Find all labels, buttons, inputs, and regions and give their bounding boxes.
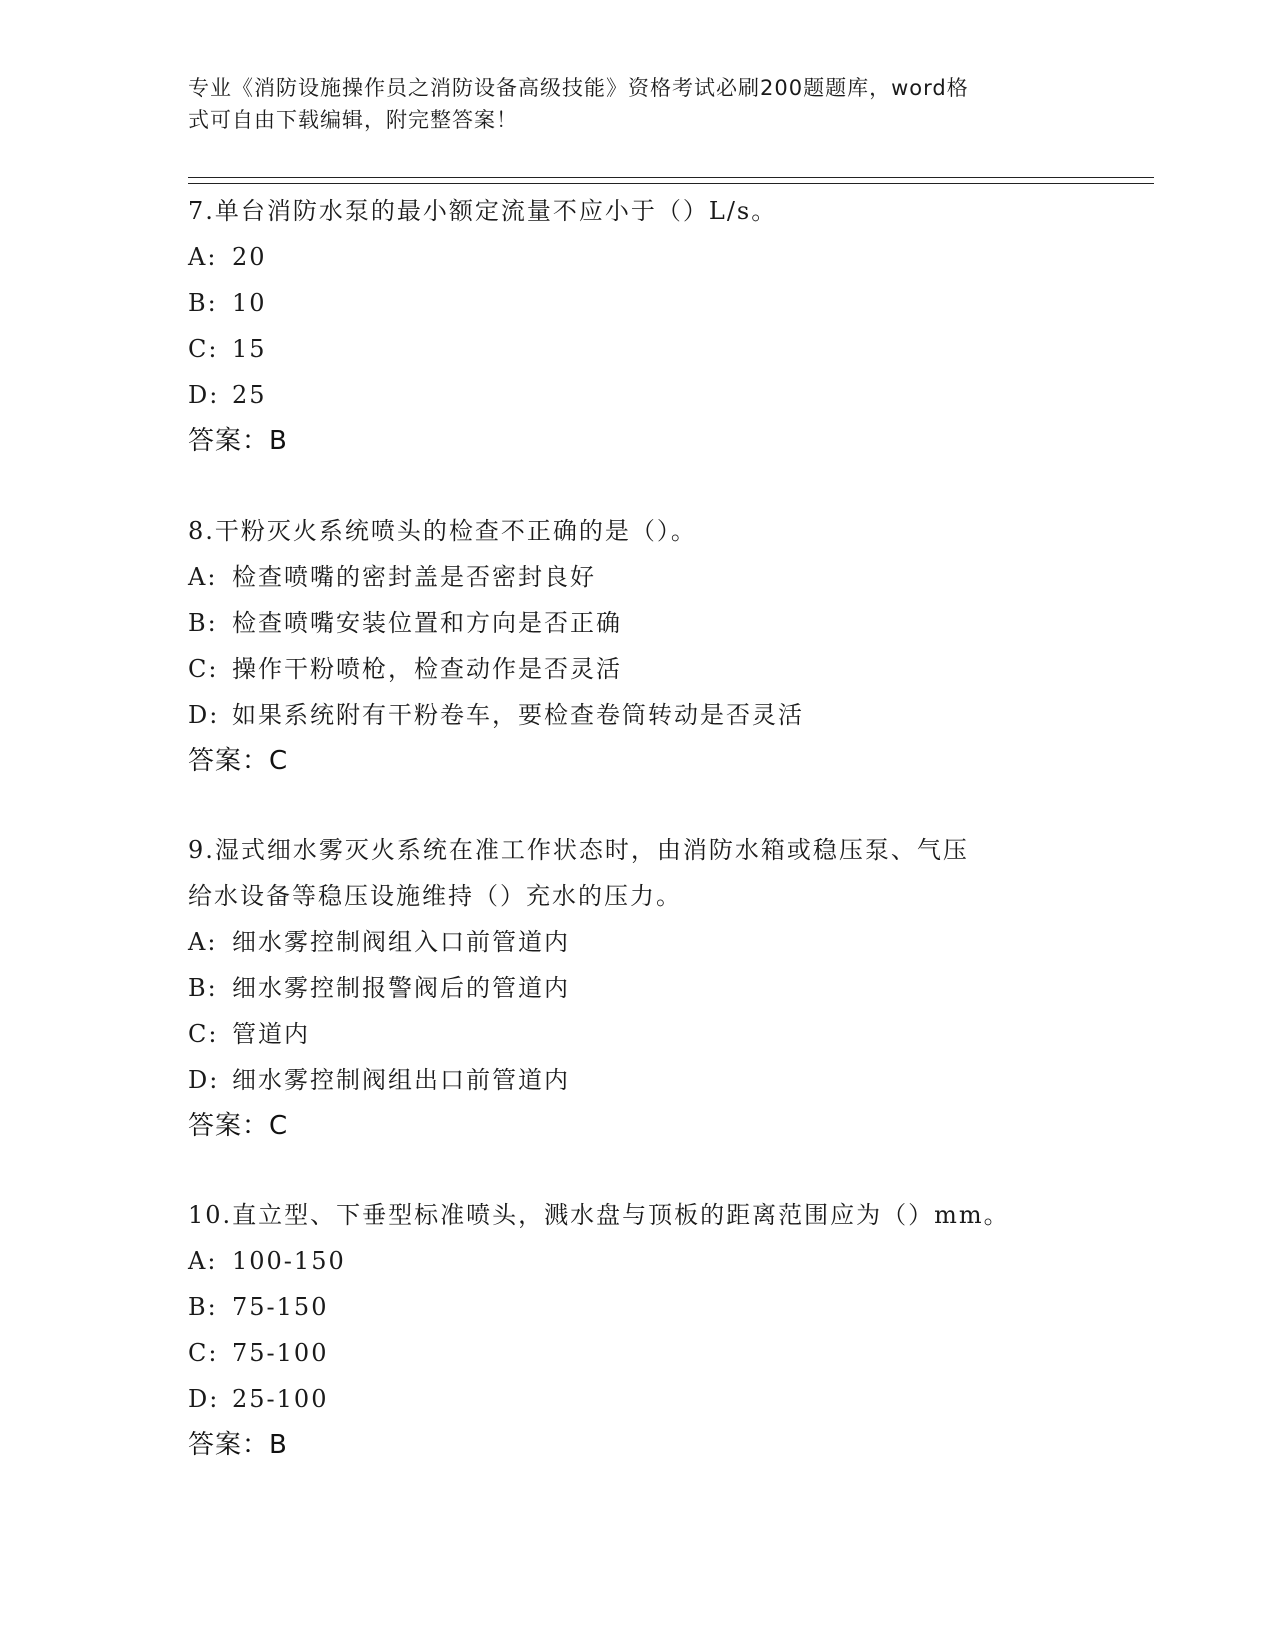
option-letter: C: bbox=[188, 335, 219, 363]
answer-label: 答案：C bbox=[188, 1111, 289, 1141]
option-letter: A: bbox=[188, 928, 218, 956]
document-header bbox=[188, 72, 1068, 136]
option-b bbox=[188, 600, 1108, 646]
question-stem: 7.单台消防水泵的最小额定流量不应小于（）L/s。 bbox=[188, 197, 778, 225]
option-text: 细水雾控制报警阀后的管道内 bbox=[232, 974, 570, 1002]
option-letter: C: bbox=[188, 655, 219, 683]
option-b bbox=[188, 1284, 1108, 1330]
option-text: 15 bbox=[232, 335, 267, 363]
option-letter: B: bbox=[188, 974, 218, 1002]
option-d bbox=[188, 1057, 1108, 1103]
option-text: 20 bbox=[232, 243, 267, 271]
header-line-1: 专业《消防设施操作员之消防设备高级技能》资格考试必刷200题题库，word格 bbox=[188, 76, 969, 100]
header-divider-top bbox=[188, 177, 1154, 178]
option-text: 75-150 bbox=[232, 1293, 329, 1321]
option-d bbox=[188, 692, 1108, 738]
option-text: 75-100 bbox=[232, 1339, 329, 1367]
option-text: 100-150 bbox=[232, 1247, 346, 1275]
option-letter: B: bbox=[188, 609, 218, 637]
answer-label: 答案：B bbox=[188, 426, 288, 456]
option-letter: D: bbox=[188, 1385, 220, 1413]
option-text: 操作干粉喷枪，检查动作是否灵活 bbox=[232, 655, 622, 683]
option-letter: C: bbox=[188, 1020, 219, 1048]
option-text: 检查喷嘴安装位置和方向是否正确 bbox=[232, 609, 622, 637]
question-stem: 10.直立型、下垂型标准喷头，溅水盘与顶板的距离范围应为（）mm。 bbox=[188, 1201, 1010, 1229]
option-letter: D: bbox=[188, 1066, 220, 1094]
question-7 bbox=[188, 188, 1108, 464]
header-line-2: 式可自由下载编辑，附完整答案！ bbox=[188, 108, 518, 132]
option-c bbox=[188, 326, 1108, 372]
question-stem-line-2: 给水设备等稳压设施维持（）充水的压力。 bbox=[188, 882, 682, 910]
option-letter: C: bbox=[188, 1339, 219, 1367]
question-stem-line-1: 9.湿式细水雾灭火系统在准工作状态时，由消防水箱或稳压泵、气压 bbox=[188, 836, 969, 864]
option-b bbox=[188, 965, 1108, 1011]
option-a bbox=[188, 1238, 1108, 1284]
option-text: 管道内 bbox=[232, 1020, 310, 1048]
question-stem: 8.干粉灭火系统喷头的检查不正确的是（）。 bbox=[188, 517, 697, 545]
option-text: 25 bbox=[232, 381, 267, 409]
option-text: 检查喷嘴的密封盖是否密封良好 bbox=[232, 563, 596, 591]
option-text: 如果系统附有干粉卷车，要检查卷筒转动是否灵活 bbox=[232, 701, 804, 729]
option-c bbox=[188, 1330, 1108, 1376]
option-text: 25-100 bbox=[232, 1385, 329, 1413]
option-letter: A: bbox=[188, 243, 218, 271]
header-divider-bottom bbox=[188, 183, 1154, 184]
option-c bbox=[188, 646, 1108, 692]
option-a bbox=[188, 234, 1108, 280]
question-10 bbox=[188, 1192, 1108, 1468]
option-d bbox=[188, 372, 1108, 418]
option-letter: D: bbox=[188, 381, 220, 409]
option-text: 细水雾控制阀组入口前管道内 bbox=[232, 928, 570, 956]
question-9 bbox=[188, 827, 1108, 1149]
option-letter: D: bbox=[188, 701, 220, 729]
answer-label: 答案：C bbox=[188, 746, 289, 776]
option-b bbox=[188, 280, 1108, 326]
option-text: 细水雾控制阀组出口前管道内 bbox=[232, 1066, 570, 1094]
option-a bbox=[188, 919, 1108, 965]
option-letter: B: bbox=[188, 1293, 218, 1321]
question-8 bbox=[188, 508, 1108, 784]
option-text: 10 bbox=[232, 289, 267, 317]
option-letter: A: bbox=[188, 1247, 218, 1275]
option-a bbox=[188, 554, 1108, 600]
option-letter: A: bbox=[188, 563, 218, 591]
option-d bbox=[188, 1376, 1108, 1422]
option-c bbox=[188, 1011, 1108, 1057]
option-letter: B: bbox=[188, 289, 218, 317]
answer-label: 答案：B bbox=[188, 1430, 288, 1460]
